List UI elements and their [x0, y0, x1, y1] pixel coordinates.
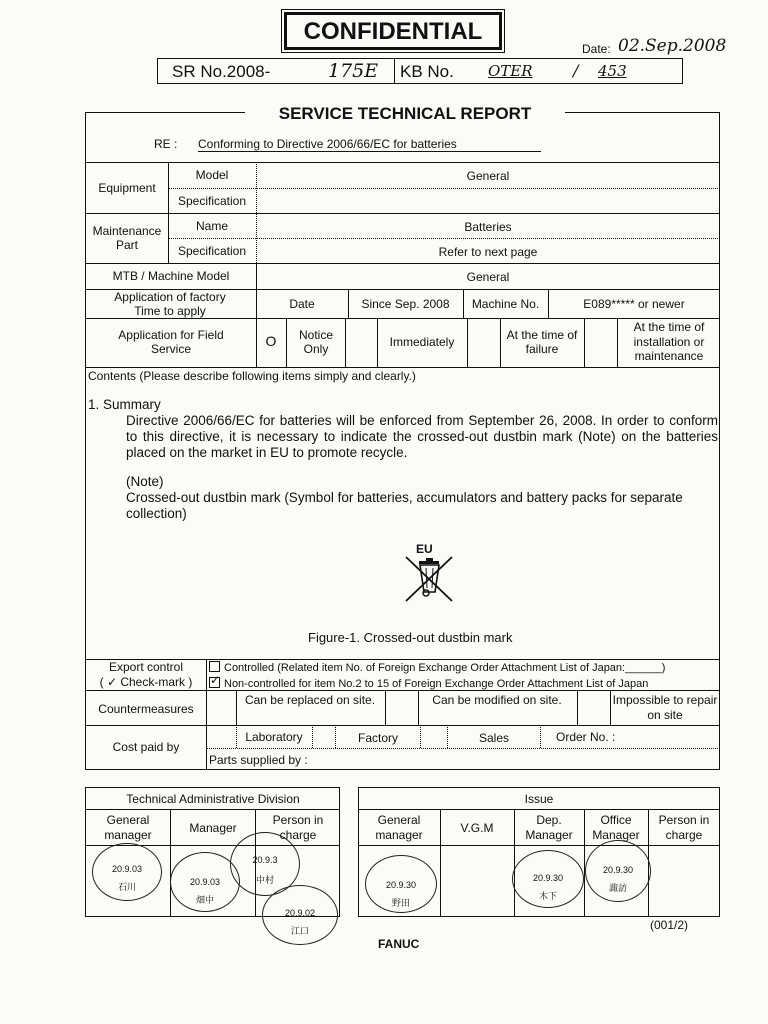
- kb-number: 453: [598, 62, 627, 80]
- can-replaced-option: Can be replaced on site.: [244, 693, 376, 707]
- app-factory-label: Application of factory Time to apply: [114, 290, 226, 318]
- check-mark-label: ( ✓ Check-mark ): [99, 675, 193, 689]
- selected-circle-mark: O: [265, 333, 277, 349]
- dep-manager-label: Dep. Manager: [525, 813, 573, 842]
- re-label: RE :: [154, 137, 178, 151]
- contents-instruction: Contents (Please describe following items simply and clearly.): [88, 369, 416, 383]
- equipment-label: Equipment: [98, 181, 156, 195]
- app-field-label: Application for Field Service: [118, 328, 224, 356]
- name-value: Batteries: [464, 220, 512, 234]
- at-install-option: At the time of installation or maintenance: [633, 320, 705, 363]
- date-value: 02.Sep.2008: [618, 36, 727, 56]
- issue-person-label: Person in charge: [658, 813, 710, 842]
- sr-label: SR No.2008-: [172, 62, 271, 81]
- kb-separator: /: [573, 61, 579, 80]
- machine-no-value: E089***** or newer: [583, 297, 685, 311]
- factory-option: Factory: [357, 731, 398, 745]
- approval-stamp: 20.9.03 畑中: [170, 852, 240, 912]
- approval-stamp: 20.9.30 木下: [512, 850, 584, 908]
- summary-heading: 1. Summary: [88, 397, 161, 412]
- issue-label: Issue: [524, 792, 554, 806]
- summary-text: Directive 2006/66/EC for batteries will be enforced from September 26, 2008. In order to conform to this directive, it is necessary to indicate the crossed-out dustbin mark (Note) on the batteries placed on the market in EU to promote recycle.: [126, 413, 718, 460]
- tad-label: Technical Administrative Division: [126, 792, 300, 806]
- kb-label: KB No.: [400, 62, 454, 81]
- crossed-out-dustbin-icon: [402, 555, 458, 605]
- report-title: SERVICE TECHNICAL REPORT: [278, 104, 532, 123]
- tad-person-label: Person in charge: [272, 813, 324, 842]
- controlled-option: Controlled (Related item No. of Foreign Exchange Order Attachment List of Japan:______): [209, 661, 665, 674]
- approval-stamp: 20.9.30 諏訪: [585, 840, 651, 902]
- sales-option: Sales: [478, 731, 510, 745]
- re-text: Conforming to Directive 2006/66/EC for batteries: [198, 137, 541, 152]
- eu-label: EU: [416, 542, 433, 556]
- immediately-option: Immediately: [389, 335, 455, 349]
- confidential-stamp: CONFIDENTIAL: [284, 12, 502, 50]
- date-label: Date:: [582, 42, 611, 56]
- approval-stamp: 20.9.03 石川: [92, 843, 162, 901]
- note-text: Crossed-out dustbin mark (Symbol for batteries, accumulators and battery packs for separate collection): [126, 490, 683, 521]
- specification2-label: Specification: [177, 244, 247, 258]
- countermeasures-label: Countermeasures: [98, 702, 194, 716]
- maintenance-part-label: Maintenance Part: [92, 224, 162, 252]
- specification-label: Specification: [177, 194, 247, 208]
- approval-stamp: 20.9.02 江口: [262, 885, 338, 945]
- office-manager-label: Office Manager: [592, 813, 640, 842]
- approval-stamp: 20.9.30 野田: [365, 855, 437, 913]
- order-no-label: Order No. :: [556, 730, 616, 744]
- at-failure-option: At the time of failure: [506, 328, 578, 356]
- date-col-label: Date: [289, 297, 315, 311]
- notice-only-option: Notice Only: [298, 328, 333, 356]
- laboratory-option: Laboratory: [245, 730, 303, 744]
- parts-supplied-label: Parts supplied by :: [209, 753, 308, 767]
- company-name: FANUC: [378, 937, 420, 951]
- non-controlled-checkbox: [209, 677, 220, 688]
- model-value: General: [466, 169, 510, 183]
- export-control-label: Export control: [108, 660, 184, 674]
- name-label: Name: [195, 219, 228, 233]
- issue-general-manager-label: General manager: [375, 813, 423, 842]
- note-heading: (Note): [126, 474, 164, 489]
- kb-value: OTER: [488, 62, 533, 80]
- sr-value: 175E: [328, 60, 379, 82]
- since-value: Since Sep. 2008: [361, 297, 450, 311]
- cost-paid-by-label: Cost paid by: [112, 740, 180, 754]
- mtb-value: General: [466, 270, 510, 284]
- sr-kb-box: [157, 58, 683, 84]
- mtb-label: MTB / Machine Model: [112, 269, 230, 283]
- non-controlled-option: ✓Non-controlled for item No.2 to 15 of Foreign Exchange Order Attachment List of Japan: [209, 677, 648, 690]
- tad-general-manager-label: General manager: [104, 813, 152, 842]
- figure-caption: Figure-1. Crossed-out dustbin mark: [308, 630, 513, 645]
- can-modified-option: Can be modified on site.: [432, 693, 562, 707]
- page-number: (001/2): [650, 918, 689, 932]
- impossible-option: Impossible to repair on site: [612, 693, 718, 722]
- vgm-label: V.G.M: [460, 821, 494, 835]
- specification2-value: Refer to next page: [438, 245, 538, 259]
- approval-stamp: 20.9.3 中村: [230, 832, 300, 896]
- controlled-checkbox: [209, 661, 220, 672]
- model-label: Model: [195, 168, 229, 182]
- machine-no-label: Machine No.: [471, 297, 540, 311]
- tad-manager-label: Manager: [189, 821, 237, 835]
